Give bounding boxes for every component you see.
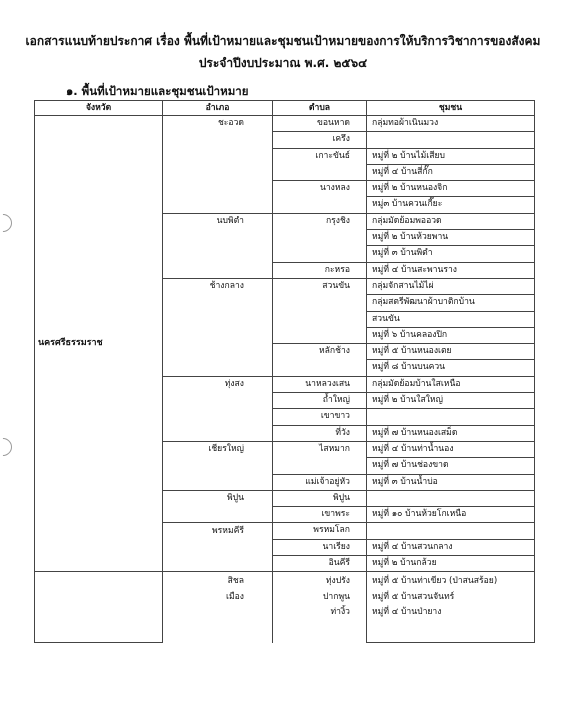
cell-district <box>163 132 273 148</box>
cell-district <box>163 556 273 572</box>
cell-district: เชียรใหญ่ <box>163 441 273 457</box>
cell-district: นบพิตำ <box>163 213 273 229</box>
cell-subdistrict <box>273 197 367 213</box>
cell-subdistrict <box>273 458 367 474</box>
cell-subdistrict: สวนขัน <box>273 278 367 294</box>
cell-subdistrict <box>273 572 367 643</box>
cell-subdistrict: กรุงชิง <box>273 213 367 229</box>
cell-district <box>163 474 273 490</box>
cell-community <box>367 409 535 425</box>
cell-district <box>163 409 273 425</box>
title-line-1: เอกสารแนบท้ายประกาศ เรื่อง พื้นที่เป้าหมายและชุมชนเป้าหมายของการให้บริการวิชาการของสังคม <box>25 34 541 48</box>
cell-community-line: หมู่ที่ ๕ บ้านท่าเขียว (ป่าสนสร้อย) <box>372 576 498 587</box>
cell-community: หมู่ที่ ๔ บ้านสี่กั๊ก <box>367 164 535 180</box>
hole-punch-mark <box>0 434 16 459</box>
cell-subdistrict: ที่วัง <box>273 425 367 441</box>
cell-community-line: หมู่ที่ ๕ บ้านสวนจันทร์ <box>372 591 455 602</box>
header-province: จังหวัด <box>35 101 163 116</box>
cell-subdistrict <box>273 311 367 327</box>
cell-district-line: เมือง <box>226 591 244 602</box>
cell-community <box>367 490 535 506</box>
cell-subdistrict <box>273 327 367 343</box>
cell-district: ช้างกลาง <box>163 278 273 294</box>
cell-district <box>163 197 273 213</box>
cell-community: กลุ่มสตรีพัฒนาผ้าบาติกบ้าน <box>367 295 535 311</box>
cell-district <box>163 311 273 327</box>
cell-subdistrict: นางหลง <box>273 181 367 197</box>
cell-district <box>163 148 273 164</box>
cell-subdistrict: เกาะขันธ์ <box>273 148 367 164</box>
title-line-2: ประจำปีงบประมาณ พ.ศ. ๒๕๖๔ <box>198 56 368 70</box>
cell-community: หมู่ที่ ๕ บ้านหนองเตย <box>367 344 535 360</box>
cell-subdistrict-line: ปากพูน <box>322 591 350 602</box>
table-row <box>35 572 535 643</box>
cell-subdistrict <box>273 164 367 180</box>
cell-subdistrict: เครึง <box>273 132 367 148</box>
cell-district: ทุ่งสง <box>163 376 273 392</box>
header-community: ชุมชน <box>367 101 535 116</box>
cell-district <box>163 425 273 441</box>
cell-district <box>163 295 273 311</box>
cell-province-empty <box>35 572 163 643</box>
cell-community: หมู่ที่ ๒ บ้านหนองจิก <box>367 181 535 197</box>
header-subdistrict: ตำบล <box>273 101 367 116</box>
cell-district <box>163 262 273 278</box>
cell-community <box>367 523 535 539</box>
cell-subdistrict <box>273 295 367 311</box>
cell-community <box>367 132 535 148</box>
cell-community: หมู่ที่ ๒ บ้านใสใหญ่ <box>367 393 535 409</box>
cell-district <box>163 393 273 409</box>
cell-district <box>163 572 273 643</box>
header-district: อำเภอ <box>163 101 273 116</box>
cell-subdistrict: พิปูน <box>273 490 367 506</box>
cell-community: หมู่ที่ ๓ บ้านพิตำ <box>367 246 535 262</box>
hole-punch-mark <box>0 210 16 235</box>
cell-community-line: หมู่ที่ ๔ บ้านป่ายาง <box>372 606 442 617</box>
cell-community: หมู่ที่ ๒ บ้านกล้วย <box>367 556 535 572</box>
cell-province: นครศรีธรรมราช <box>35 116 163 572</box>
cell-subdistrict: นาเรียง <box>273 539 367 555</box>
cell-community: หมู่ที่ ๔ บ้านสวนกลาง <box>367 539 535 555</box>
cell-community: หมู่ที่ ๒ บ้านไม้เสียบ <box>367 148 535 164</box>
cell-community: หมู่ที่ ๗ บ้านหนองเสม็ด <box>367 425 535 441</box>
cell-community: หมู่ที่ ๖ บ้านคลองปิก <box>367 327 535 343</box>
section-heading: ๑. พื้นที่เป้าหมายและชุมชนเป้าหมาย <box>66 84 249 98</box>
table-header-row <box>35 101 535 116</box>
cell-community: กลุ่มมัดย้อมพออวด <box>367 213 535 229</box>
cell-community: กลุ่มมัดย้อมบ้านใสเหนือ <box>367 376 535 392</box>
cell-district <box>163 539 273 555</box>
cell-district <box>163 344 273 360</box>
cell-community: หมู่ที่ ๒ บ้านห้วยพาน <box>367 230 535 246</box>
cell-subdistrict: อินคีรี <box>273 556 367 572</box>
cell-subdistrict: พรหมโลก <box>273 523 367 539</box>
cell-district <box>163 246 273 262</box>
cell-subdistrict: ถ้ำใหญ่ <box>273 393 367 409</box>
cell-community: หมู่ที่ ๘ บ้านบนควน <box>367 360 535 376</box>
cell-community: กลุ่มจักสานไม้ไผ่ <box>367 278 535 294</box>
cell-community: หมู่๓ บ้านควนเกี๊ยะ <box>367 197 535 213</box>
cell-district <box>163 458 273 474</box>
cell-district: ชะอวด <box>163 116 273 132</box>
cell-district: พรหมคีรี <box>163 523 273 539</box>
cell-community: หมู่ที่ ๗ บ้านช่องขาด <box>367 458 535 474</box>
document-title <box>20 30 546 74</box>
cell-subdistrict <box>273 360 367 376</box>
table-body <box>35 116 535 643</box>
cell-community: หมู่ที่ ๓ บ้านน้ำบ่อ <box>367 474 535 490</box>
cell-district <box>163 507 273 523</box>
cell-district <box>163 327 273 343</box>
cell-district <box>163 181 273 197</box>
cell-subdistrict: กะหรอ <box>273 262 367 278</box>
cell-district <box>163 164 273 180</box>
cell-subdistrict: ขอนหาด <box>273 116 367 132</box>
table-row <box>35 116 535 132</box>
cell-subdistrict-line: ท่างิ้ว <box>330 606 350 617</box>
cell-district <box>163 230 273 246</box>
cell-subdistrict: นาหลวงเสน <box>273 376 367 392</box>
cell-district-line: สิชล <box>227 576 244 587</box>
cell-district: พิปูน <box>163 490 273 506</box>
cell-community: กลุ่มทอผ้าเนินมวง <box>367 116 535 132</box>
cell-district <box>163 360 273 376</box>
target-area-table <box>34 100 535 643</box>
cell-community <box>367 572 535 643</box>
cell-subdistrict: หลักช้าง <box>273 344 367 360</box>
cell-community: หมู่ที่ ๔ บ้านสะพานราง <box>367 262 535 278</box>
cell-subdistrict: เขาขาว <box>273 409 367 425</box>
cell-subdistrict: ไสหมาก <box>273 441 367 457</box>
cell-subdistrict: เขาพระ <box>273 507 367 523</box>
cell-subdistrict <box>273 230 367 246</box>
cell-community: หมู่ที่ ๔ บ้านท่าน้ำนอง <box>367 441 535 457</box>
cell-subdistrict-line: ทุ่งปรัง <box>325 576 350 587</box>
cell-community: สวนขัน <box>367 311 535 327</box>
cell-subdistrict <box>273 246 367 262</box>
cell-subdistrict: แม่เจ้าอยู่หัว <box>273 474 367 490</box>
cell-community: หมู่ที่ ๑๐ บ้านห้วยโกเหนือ <box>367 507 535 523</box>
